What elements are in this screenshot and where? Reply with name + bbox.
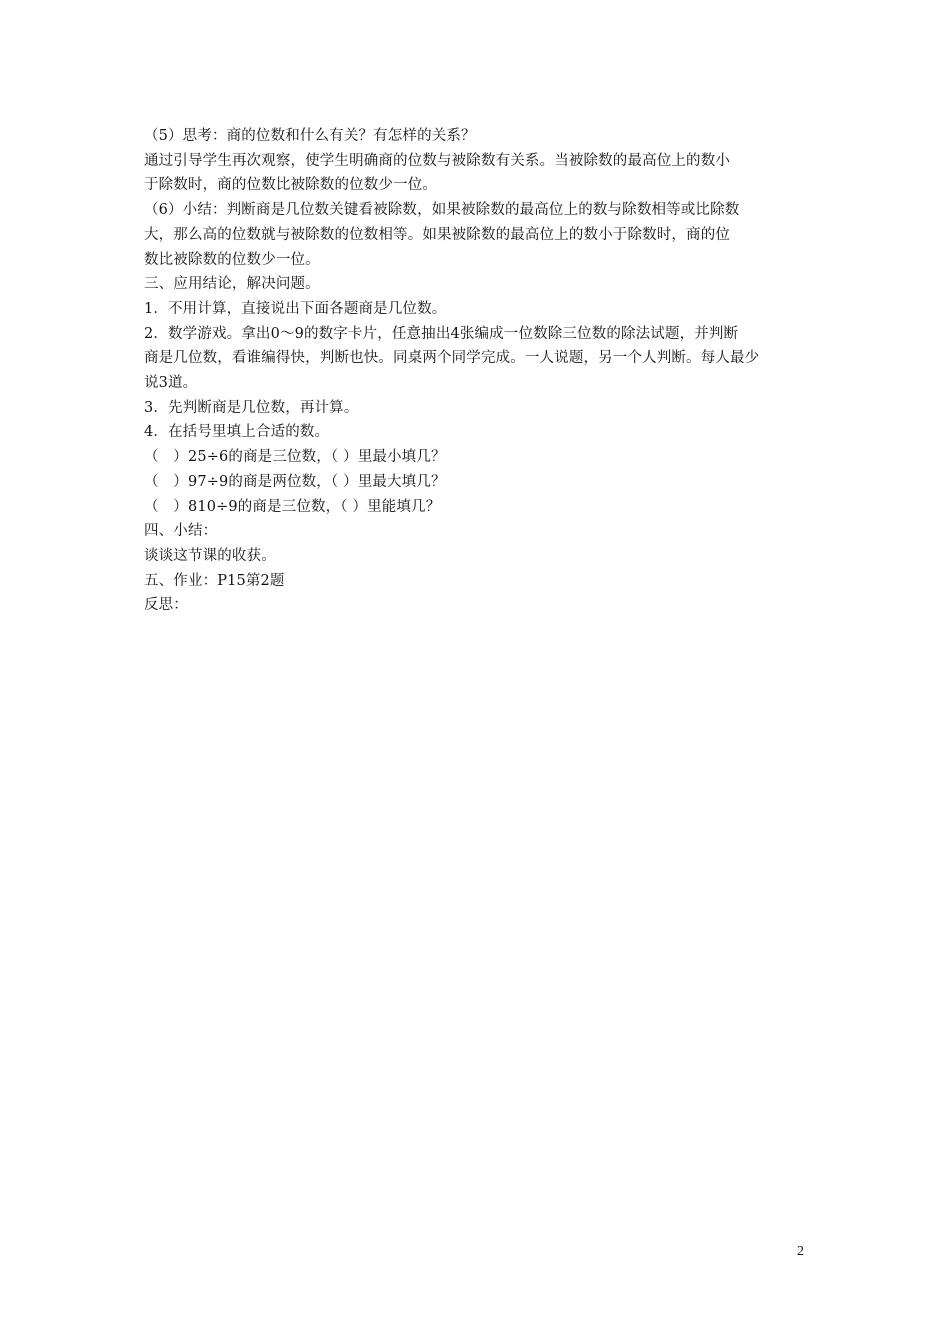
- text-line: （6）小结：判断商是几位数关键看被除数，如果被除数的最高位上的数与除数相等或比除数: [144, 202, 740, 219]
- text-line: 2．数学游戏。拿出0～9的数字卡片，任意抽出4张编成一位数除三位数的除法试题，并判断: [144, 325, 739, 342]
- exercise-line: （ ）25÷6的商是三位数，（ ）里最小填几？: [144, 449, 446, 466]
- text-line: 说3道。: [144, 375, 198, 392]
- text-line: 4．在括号里填上合适的数。: [144, 424, 330, 441]
- text-line: （5）思考：商的位数和什么有关？有怎样的关系？: [144, 128, 476, 144]
- text-line: 谈谈这节课的收获。: [144, 547, 276, 564]
- text-line: 3．先判断商是几位数，再计算。: [144, 399, 359, 416]
- text-line: 商是几位数，看谁编得快，判断也快。同桌两个同学完成。一人说题，另一个人判断。每人最少: [144, 350, 760, 367]
- text-line: 反思：: [144, 597, 188, 614]
- section-heading: 三、应用结论，解决问题。: [144, 276, 320, 293]
- text-line: 通过引导学生再次观察，使学生明确商的位数与被除数有关系。当被除数的最高位上的数小: [144, 152, 730, 169]
- section-heading: 五、作业：P15第2题: [144, 572, 285, 589]
- text-line: 数比被除数的位数少一位。: [144, 251, 320, 268]
- page-number: 2: [797, 1244, 804, 1259]
- document-body: [144, 124, 814, 618]
- text-line: 于除数时，商的位数比被除数的位数少一位。: [144, 177, 437, 194]
- exercise-line: （ ）97÷9的商是两位数，（ ）里最大填几？: [144, 473, 446, 490]
- exercise-line: （ ）810÷9的商是三位数，（ ）里能填几？: [144, 498, 441, 515]
- text-line: 大，那么高的位数就与被除数的位数相等。如果被除数的最高位上的数小于除数时，商的位: [144, 226, 730, 243]
- section-heading: 四、小结：: [144, 523, 218, 540]
- text-line: 1．不用计算，直接说出下面各题商是几位数。: [144, 300, 447, 317]
